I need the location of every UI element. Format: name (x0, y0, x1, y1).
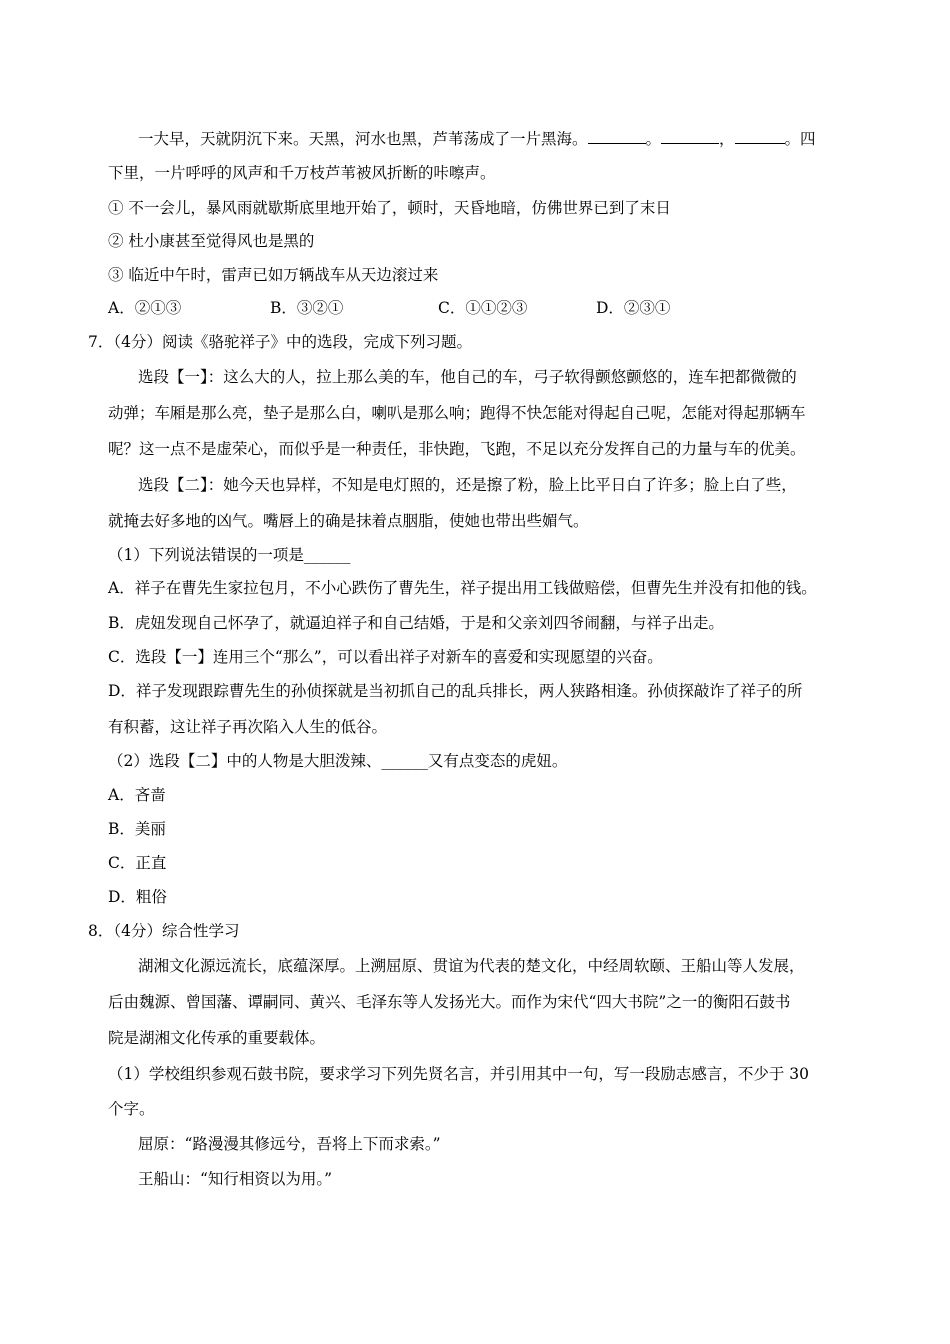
q8-sub1-prompt-line1: （1）学校组织参观石鼓书院，要求学习下列先贤名言，并引用其中一句，写一段励志感言，不少于 30 (108, 1065, 810, 1083)
q6-sentence-2: ② 杜小康甚至觉得风也是黑的 (108, 232, 315, 250)
q7-sub2-option-d[interactable]: D．粗俗 (108, 888, 167, 906)
q6-passage-line1: 一大早，天就阴沉下来。天黑，河水也黑，芦苇荡成了一片黑海。 。 ， 。四 (138, 130, 816, 148)
q7-sub1-option-d-line1[interactable]: D．祥子发现跟踪曹先生的孙侦探就是当初抓自己的乱兵排长，两人狭路相逢。孙侦探敲诈了祥子的所 (108, 682, 803, 700)
q7-excerpt1-line3: 呢？这一点不是虚荣心，而似乎是一种责任，非快跑，飞跑，不足以充分发挥自己的力量与车的优美。 (108, 440, 806, 458)
q8-sub1-prompt-line2: 个字。 (108, 1100, 155, 1118)
q7-excerpt1-line1: 选段【一】：这么大的人，拉上那么美的车，他自己的车，弓子软得颤悠颤悠的，连车把都微微的 (138, 368, 797, 386)
q7-sub1-option-b[interactable]: B．虎妞发现自己怀孕了，就逼迫祥子和自己结婚，于是和父亲刘四爷闹翻，与祥子出走。 (108, 614, 724, 632)
q8-quote-wangchuanshan: 王船山：“知行相资以为用。” (138, 1170, 333, 1188)
q7-sub1-option-c[interactable]: C．选段【一】连用三个“那么”，可以看出祥子对新车的喜爱和实现愿望的兴奋。 (108, 648, 663, 666)
q6-passage-text: 一大早，天就阴沉下来。天黑，河水也黑，芦苇荡成了一片黑海。 (138, 130, 588, 148)
q8-passage-line3: 院是湖湘文化传承的重要载体。 (108, 1029, 326, 1047)
q8-passage-line2: 后由魏源、曾国藩、谭嗣同、黄兴、毛泽东等人发扬光大。而作为宋代“四大书院”之一的衡阳石鼓书 (108, 993, 791, 1011)
answer-blank-3[interactable] (735, 128, 785, 144)
q6-sentence-1: ① 不一会儿，暴风雨就歇斯底里地开始了，顿时，天昏地暗，仿佛世界已到了末日 (108, 199, 671, 217)
q7-sub2-option-b[interactable]: B．美丽 (108, 820, 166, 838)
q6-passage-line2: 下里，一片呼呼的风声和千万枝芦苇被风折断的咔嚓声。 (108, 164, 496, 182)
q6-option-a[interactable]: A．②①③ (108, 299, 182, 317)
answer-blank-2[interactable] (661, 128, 719, 144)
q7-sub2-option-c[interactable]: C．正直 (108, 854, 167, 872)
q7-sub2-option-a[interactable]: A．吝啬 (108, 786, 166, 804)
q7-sub2-prompt: （2）选段【二】中的人物是大胆泼辣、______又有点变态的虎妞。 (108, 752, 568, 770)
q7-excerpt2-line2: 就掩去好多地的凶气。嘴唇上的确是抹着点胭脂，使她也带出些媚气。 (108, 512, 589, 530)
q7-sub1-option-d-line2: 有积蓄，这让祥子再次陷入人生的低谷。 (108, 718, 388, 736)
q7-sub1-option-a[interactable]: A．祥子在曹先生家拉包月，不小心跌伤了曹先生，祥子提出用工钱做赔偿，但曹先生并没有扣他的钱。 (108, 579, 817, 597)
q8-header: 8．（4分）综合性学习 (88, 922, 240, 940)
q7-excerpt1-line2: 动弹；车厢是那么亮，垫子是那么白，喇叭是那么响；跑得不快怎能对得起自己呢，怎能对得起那辆车 (108, 404, 806, 422)
q6-option-b[interactable]: B．③②① (270, 299, 344, 317)
q6-option-c[interactable]: C．①①②③ (438, 299, 528, 317)
q7-header: 7．（4分）阅读《骆驼祥子》中的选段，完成下列习题。 (88, 333, 472, 351)
q7-excerpt2-line1: 选段【二】：她今天也异样，不知是电灯照的，还是擦了粉，脸上比平日白了许多；脸上白了些， (138, 476, 797, 494)
answer-blank-1[interactable] (588, 128, 646, 144)
q8-passage-line1: 湖湘文化源远流长，底蕴深厚。上溯屈原、贯谊为代表的楚文化，中经周软颐、王船山等人发展， (138, 957, 805, 975)
q8-quote-quyuan: 屈原：“路漫漫其修远兮，吾将上下而求索。” (138, 1135, 441, 1153)
q6-sentence-3: ③ 临近中午时，雷声已如万辆战车从天边滚过来 (108, 266, 439, 284)
q6-option-d[interactable]: D．②③① (596, 299, 671, 317)
q7-sub1-prompt: （1）下列说法错误的一项是______ (108, 546, 351, 564)
